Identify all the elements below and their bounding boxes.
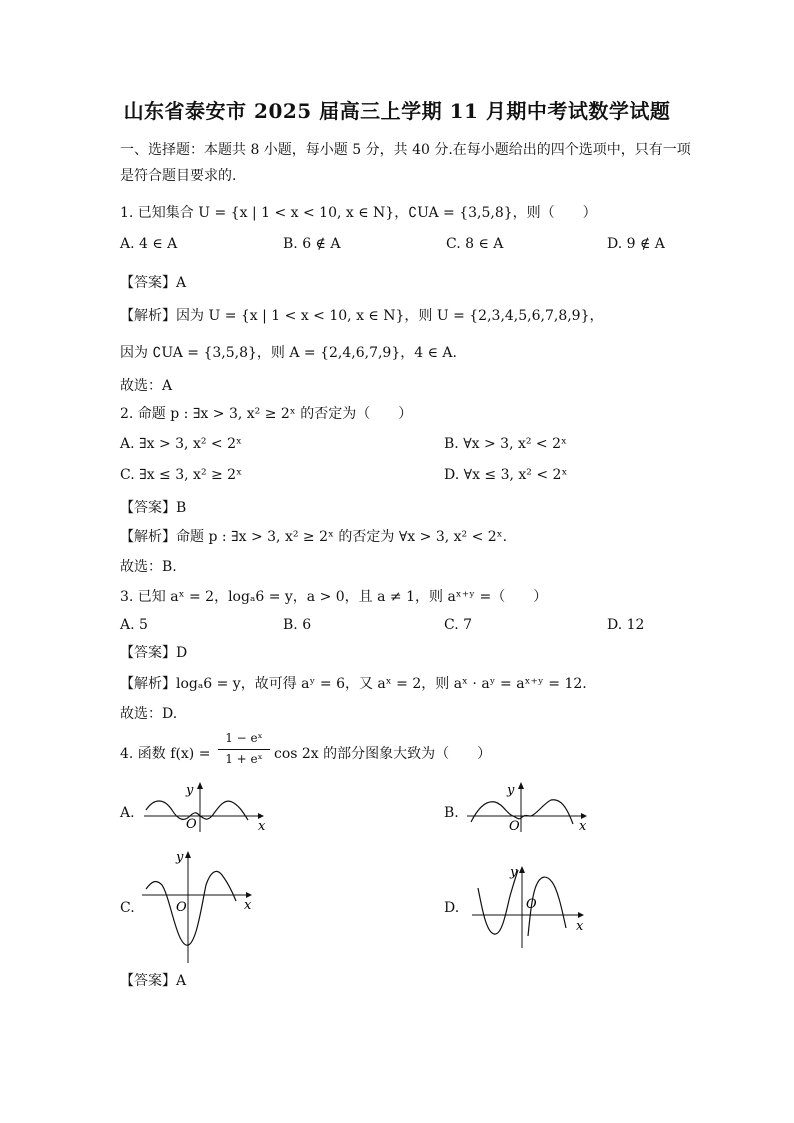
graph-a-x-label: x xyxy=(258,819,266,834)
graph-b-curve xyxy=(471,800,573,824)
q3-choice: 故选：D. xyxy=(120,706,178,722)
q3-option-d: D. 12 xyxy=(607,617,645,633)
q4-graph-c xyxy=(140,845,260,965)
q2-stem: 2. 命题 p : ∃x > 3, x² ≥ 2ˣ 的否定为（ ） xyxy=(120,406,413,422)
q3-analysis: 【解析】logₐ6 = y，故可得 aʸ = 6，又 aˣ = 2，则 aˣ · aʸ = aˣ⁺ʸ = 12. xyxy=(120,676,587,692)
q4-fraction-bar xyxy=(218,749,270,750)
q1-analysis-2: 因为 ∁UA = {3,5,8}，则 A = {2,4,6,7,9}，4 ∈ A. xyxy=(120,345,457,361)
graph-d-y-label: y xyxy=(510,865,518,880)
q2-choice: 故选：B. xyxy=(120,559,177,575)
q1-option-a: A. 4 ∈ A xyxy=(120,236,178,252)
q1-analysis-1: 【解析】因为 U = {x | 1 < x < 10, x ∈ N}，则 U = {2,3,4,5,6,7,8,9}， xyxy=(120,308,604,324)
q4-option-a: A. xyxy=(120,805,135,821)
graph-a-y-label: y xyxy=(186,783,194,798)
q1-option-d: D. 9 ∉ A xyxy=(607,236,665,252)
page-title: 山东省泰安市 2025 届高三上学期 11 月期中考试数学试题 xyxy=(123,99,671,123)
graph-d-x-arrow-icon xyxy=(578,912,584,918)
graph-a-y-arrow-icon xyxy=(197,782,203,789)
graph-b-origin-label: O xyxy=(509,819,520,834)
section-instruction-line1: 一、选择题：本题共 8 小题，每小题 5 分，共 40 分.在每小题给出的四个选项中，只有一项 xyxy=(120,142,691,158)
q1-answer: 【答案】A xyxy=(120,275,187,291)
graph-b-y-label: y xyxy=(507,783,515,798)
q4-graph-b xyxy=(463,780,593,834)
q2-option-d: D. ∀x ≤ 3, x² < 2ˣ xyxy=(444,467,568,483)
graph-b-x-label: x xyxy=(579,819,587,834)
q4-graph-a xyxy=(140,780,270,834)
q2-answer: 【答案】B xyxy=(120,500,187,516)
q3-stem: 3. 已知 aˣ = 2，logₐ6 = y，a > 0，且 a ≠ 1，则 aˣ⁺ʸ =（ ） xyxy=(120,589,548,605)
q4-graph-d xyxy=(470,860,590,952)
q1-stem: 1. 已知集合 U = {x | 1 < x < 10, x ∈ N}，∁UA = {3,5,8}，则（ ） xyxy=(120,205,597,221)
graph-d-origin-label: O xyxy=(526,897,537,912)
graph-c-y-label: y xyxy=(176,850,184,865)
graph-a-curve xyxy=(146,801,248,820)
q4-answer: 【答案】A xyxy=(120,973,187,989)
graph-c-curve xyxy=(146,871,236,945)
q4-option-b: B. xyxy=(444,805,459,821)
graph-c-x-label: x xyxy=(244,898,252,913)
q3-option-a: A. 5 xyxy=(120,617,148,633)
q2-option-b: B. ∀x > 3, x² < 2ˣ xyxy=(444,436,567,452)
q1-option-b: B. 6 ∉ A xyxy=(283,236,341,252)
graph-c-y-arrow-icon xyxy=(185,851,191,858)
q2-analysis: 【解析】命题 p : ∃x > 3, x² ≥ 2ˣ 的否定为 ∀x > 3, x² < 2ˣ. xyxy=(120,529,508,545)
graph-a-origin-label: O xyxy=(186,817,197,832)
q4-numerator: 1 − eˣ xyxy=(225,731,263,745)
q4-denominator: 1 + eˣ xyxy=(225,752,263,766)
q3-option-b: B. 6 xyxy=(283,617,312,633)
q2-option-c: C. ∃x ≤ 3, x² ≥ 2ˣ xyxy=(120,467,243,483)
q1-choice: 故选：A xyxy=(120,378,173,394)
graph-c-origin-label: O xyxy=(176,900,187,915)
q4-stem-prefix: 4. 函数 f(x) = xyxy=(120,746,211,762)
q4-option-d: D. xyxy=(444,900,460,916)
q1-option-c: C. 8 ∈ A xyxy=(446,236,504,252)
section-instruction-line2: 是符合题目要求的. xyxy=(120,168,237,184)
q2-option-a: A. ∃x > 3, x² < 2ˣ xyxy=(120,436,242,452)
graph-b-y-arrow-icon xyxy=(518,782,524,789)
graph-d-y-arrow-icon xyxy=(519,866,525,873)
q4-option-c: C. xyxy=(120,900,135,916)
q3-answer: 【答案】D xyxy=(120,645,188,661)
graph-d-x-label: x xyxy=(576,919,584,934)
q3-option-c: C. 7 xyxy=(444,617,473,633)
q4-stem-suffix: cos 2x 的部分图象大致为（ ） xyxy=(274,746,492,762)
